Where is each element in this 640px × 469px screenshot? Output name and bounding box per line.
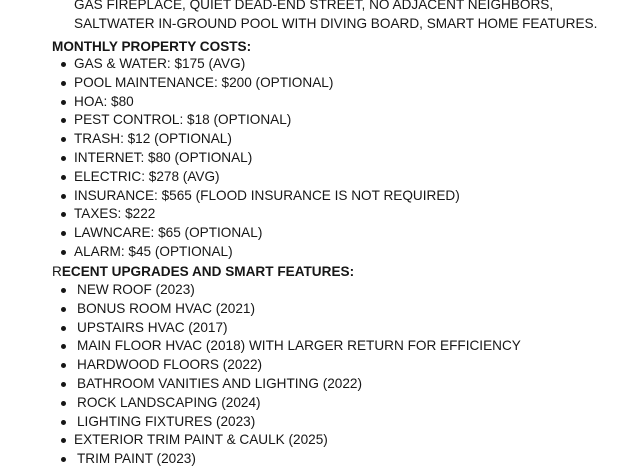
list-item-text: PEST CONTROL: $18 (OPTIONAL) [74, 112, 292, 128]
intro-paragraph [74, 0, 629, 33]
bullet-icon [61, 401, 66, 406]
upgrades-heading-initial: R [52, 264, 62, 279]
upgrades-heading [52, 262, 354, 281]
bullet-icon [61, 118, 66, 123]
list-item-text: INTERNET: $80 (OPTIONAL) [74, 149, 253, 165]
bullet-icon [61, 326, 66, 331]
intro-line: SALTWATER IN-GROUND POOL WITH DIVING BOARD, SMART HOME FEATURES. [74, 16, 598, 31]
list-item-text: EXTERIOR TRIM PAINT & CAULK (2025) [74, 432, 328, 448]
list-item-text: BONUS ROOM HVAC (2021) [77, 300, 256, 316]
list-item-text: TRIM PAINT (2023) [77, 451, 196, 467]
list-item-text: TRASH: $12 (OPTIONAL) [74, 131, 232, 147]
bullet-icon [61, 231, 66, 236]
list-item-text: POOL MAINTENANCE: $200 (OPTIONAL) [74, 74, 334, 90]
list-item-text: INSURANCE: $565 (FLOOD INSURANCE IS NOT REQUIRED) [74, 187, 460, 203]
list-item-text: NEW ROOF (2023) [77, 282, 195, 297]
bullet-icon [61, 420, 66, 425]
bullet-icon [61, 382, 66, 387]
list-item-text: ELECTRIC: $278 (AVG) [74, 168, 220, 184]
bullet-icon [61, 438, 66, 443]
list-item-text: ALARM: $45 (OPTIONAL) [74, 243, 233, 259]
bullet-icon [61, 250, 66, 255]
bullet-icon [61, 62, 66, 67]
list-item-text: MAIN FLOOR HVAC (2018) WITH LARGER RETURN FOR EFFICIENCY [77, 338, 521, 354]
costs-heading: MONTHLY PROPERTY COSTS: [52, 39, 252, 54]
list-item-text: UPSTAIRS HVAC (2017) [77, 319, 228, 335]
bullet-icon [61, 175, 66, 180]
bullet-icon [61, 100, 66, 105]
list-item-text: HOA: $80 [74, 93, 134, 109]
bullet-icon [61, 288, 66, 293]
list-item-text: BATHROOM VANITIES AND LIGHTING (2022) [77, 375, 363, 391]
bullet-icon [61, 156, 66, 161]
list-item-text: LIGHTING FIXTURES (2023) [77, 413, 256, 429]
bullet-icon [61, 194, 66, 199]
bullet-icon [61, 307, 66, 312]
list-item-text: TAXES: $222 [74, 206, 156, 222]
bullet-icon [61, 344, 66, 349]
bullet-icon [61, 212, 66, 217]
list-item-text: HARDWOOD FLOORS (2022) [77, 357, 263, 373]
bullet-icon [61, 363, 66, 368]
list-item-text: LAWNCARE: $65 (OPTIONAL) [74, 225, 263, 241]
intro-line: GAS FIREPLACE, QUIET DEAD-END STREET, NO ADJACENT NEIGHBORS, [74, 0, 554, 12]
upgrades-heading-rest: ECENT UPGRADES AND SMART FEATURES: [61, 264, 355, 279]
bullet-icon [61, 137, 66, 142]
list-item-text: ROCK LANDSCAPING (2024) [77, 394, 261, 410]
bullet-icon [61, 81, 66, 86]
list-item-text: GAS & WATER: $175 (AVG) [74, 56, 246, 71]
